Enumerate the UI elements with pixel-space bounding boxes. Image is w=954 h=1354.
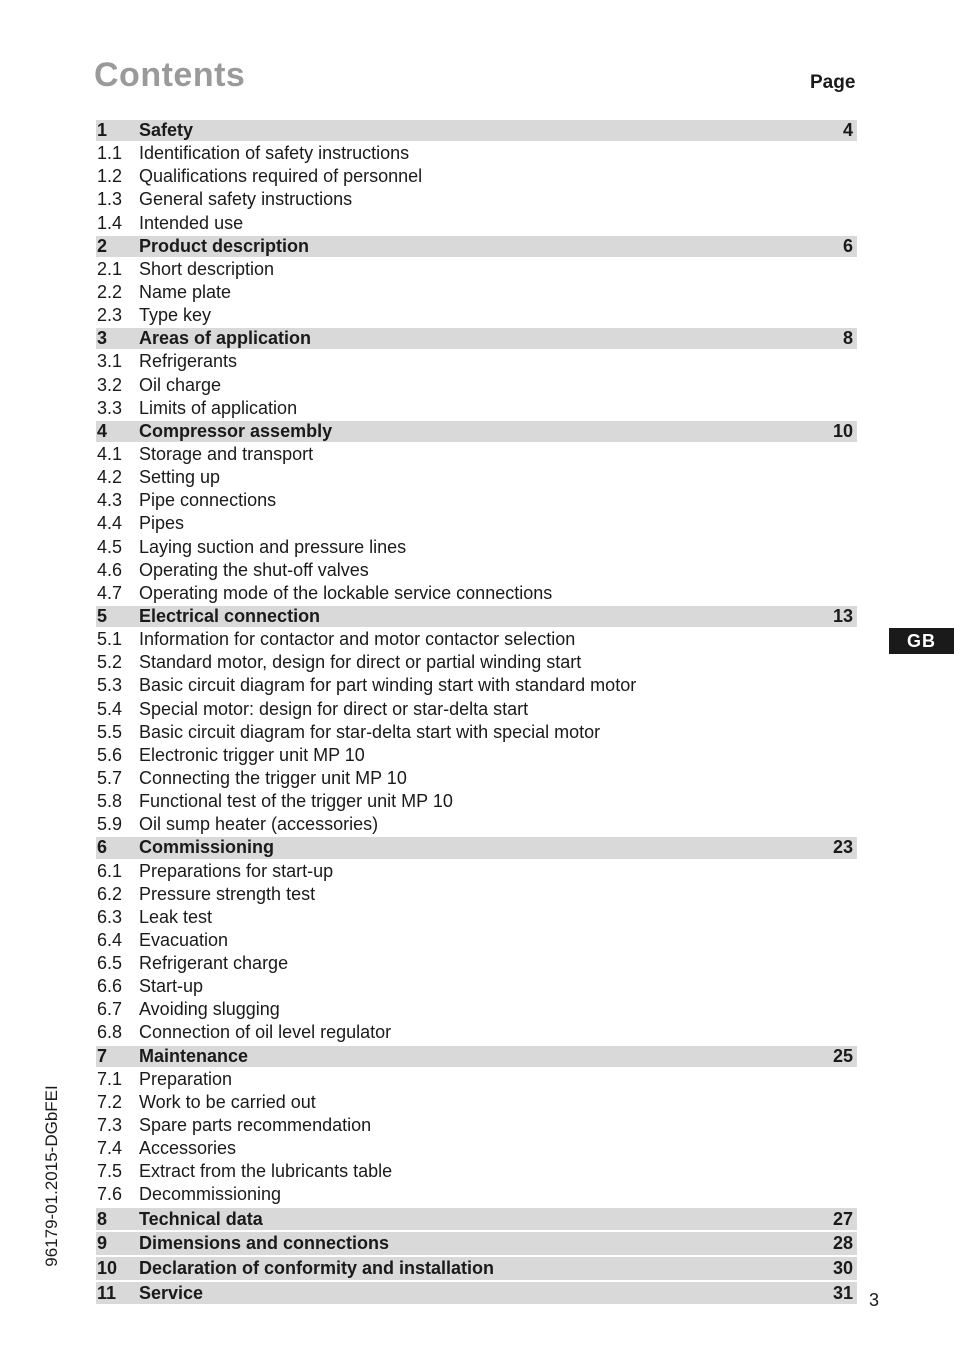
- section-number: 7: [97, 1045, 108, 1066]
- item-title: Special motor: design for direct or star-delta start: [139, 698, 529, 719]
- item-title: Oil charge: [139, 374, 222, 395]
- toc-item-2.3[interactable]: [96, 304, 857, 327]
- toc-item-6.8[interactable]: [96, 1021, 857, 1044]
- item-number: 5.5: [97, 721, 123, 742]
- toc-item-7.2[interactable]: [96, 1091, 857, 1114]
- item-title: Basic circuit diagram for star-delta start with special motor: [139, 721, 601, 742]
- toc-item-3.2[interactable]: [96, 374, 857, 397]
- item-number: 4.7: [97, 582, 123, 603]
- item-title: Functional test of the trigger unit MP 10: [139, 791, 453, 812]
- item-number: 3.3: [97, 397, 123, 418]
- item-title: Setting up: [139, 467, 221, 488]
- item-title: Limits of application: [139, 397, 298, 418]
- item-number: 1.4: [97, 212, 123, 233]
- item-number: 6.7: [97, 999, 123, 1020]
- section-page: 23: [832, 837, 853, 858]
- item-number: 4.6: [97, 559, 123, 580]
- toc-item-4.5[interactable]: [96, 536, 857, 559]
- section-number: 1: [97, 120, 108, 140]
- section-page: 6: [842, 235, 853, 256]
- item-title: Leak test: [139, 906, 213, 927]
- item-title: Operating the shut-off valves: [139, 559, 369, 580]
- section-page: 28: [832, 1233, 853, 1254]
- toc-item-1.1[interactable]: [96, 142, 857, 165]
- section-title: Compressor assembly: [139, 420, 333, 441]
- item-number: 7.3: [97, 1115, 123, 1136]
- document-code: 96179-01.2015-DGbFEI: [42, 1085, 61, 1267]
- toc-item-7.4[interactable]: [96, 1137, 857, 1160]
- item-title: Preparations for start-up: [139, 860, 334, 881]
- item-number: 3.1: [97, 351, 123, 372]
- item-number: 6.8: [97, 1022, 123, 1043]
- item-number: 1.1: [97, 143, 123, 164]
- item-title: Decommissioning: [139, 1184, 282, 1205]
- section-number: 4: [97, 420, 108, 441]
- item-title: General safety instructions: [139, 189, 353, 210]
- section-title: Electrical connection: [139, 605, 321, 626]
- toc-item-4.6[interactable]: [96, 559, 857, 582]
- page-column-heading: Page: [810, 72, 856, 93]
- item-title: Laying suction and pressure lines: [139, 536, 407, 557]
- toc-item-4.1[interactable]: [96, 443, 857, 466]
- toc-item-3.3[interactable]: [96, 397, 857, 420]
- item-title: Work to be carried out: [139, 1091, 316, 1112]
- section-page: 30: [832, 1257, 853, 1278]
- item-title: Pressure strength test: [139, 883, 316, 904]
- item-number: 7.2: [97, 1091, 123, 1112]
- item-title: Preparation: [139, 1068, 233, 1089]
- section-title: Commissioning: [139, 837, 275, 858]
- toc-item-4.4[interactable]: [96, 512, 857, 535]
- item-title: Qualifications required of personnel: [139, 166, 423, 187]
- toc-section-6[interactable]: [96, 836, 857, 859]
- section-number: 10: [97, 1257, 118, 1278]
- toc-item-3.1[interactable]: [96, 350, 857, 373]
- toc-item-2.2[interactable]: [96, 281, 857, 304]
- section-number: 6: [97, 837, 108, 858]
- item-number: 6.1: [97, 860, 123, 881]
- item-title: Type key: [139, 305, 212, 326]
- toc-section-5[interactable]: [96, 605, 857, 628]
- toc-item-6.5[interactable]: [96, 952, 857, 975]
- item-number: 2.3: [97, 305, 123, 326]
- item-number: 5.1: [97, 629, 123, 650]
- section-title: Areas of application: [139, 328, 312, 349]
- toc-item-5.3[interactable]: [96, 674, 857, 697]
- item-title: Short description: [139, 258, 275, 279]
- item-title: Connection of oil level regulator: [139, 1022, 392, 1043]
- item-number: 4.3: [97, 490, 123, 511]
- toc-item-7.3[interactable]: [96, 1114, 857, 1137]
- item-title: Spare parts recommendation: [139, 1115, 372, 1136]
- section-page: 27: [832, 1208, 853, 1229]
- item-number: 5.7: [97, 767, 123, 788]
- section-title: Maintenance: [139, 1045, 249, 1066]
- section-page: 4: [842, 120, 853, 140]
- item-title: Name plate: [139, 281, 232, 302]
- item-number: 5.2: [97, 652, 123, 673]
- page-title: Contents: [94, 56, 246, 94]
- item-title: Avoiding slugging: [139, 999, 280, 1020]
- page-number: 3: [869, 1290, 880, 1310]
- item-number: 7.1: [97, 1068, 123, 1089]
- toc-item-1.2[interactable]: [96, 165, 857, 188]
- item-title: Extract from the lubricants table: [139, 1161, 393, 1182]
- section-title: Product description: [139, 235, 310, 256]
- toc-item-5.4[interactable]: [96, 698, 857, 721]
- item-number: 6.3: [97, 906, 123, 927]
- toc-section-11[interactable]: [96, 1281, 857, 1306]
- item-title: Pipes: [139, 513, 185, 534]
- item-title: Basic circuit diagram for part winding start with standard motor: [139, 675, 637, 696]
- item-number: 1.2: [97, 166, 123, 187]
- section-title: Safety: [139, 120, 194, 140]
- item-title: Accessories: [139, 1138, 237, 1159]
- item-title: Connecting the trigger unit MP 10: [139, 767, 407, 788]
- item-title: Oil sump heater (accessories): [139, 814, 379, 835]
- section-number: 11: [97, 1282, 117, 1303]
- section-number: 3: [97, 328, 108, 349]
- item-number: 5.6: [97, 744, 123, 765]
- toc-section-3[interactable]: [96, 327, 857, 350]
- item-title: Operating mode of the lockable service connections: [139, 582, 553, 603]
- section-title: Technical data: [139, 1208, 263, 1229]
- toc-section-8[interactable]: [96, 1207, 857, 1232]
- item-number: 5.3: [97, 675, 123, 696]
- toc-section-2[interactable]: [96, 235, 857, 258]
- item-number: 6.2: [97, 883, 123, 904]
- item-title: Start-up: [139, 976, 204, 997]
- toc-item-7.6[interactable]: [96, 1183, 857, 1206]
- toc-item-4.3[interactable]: [96, 489, 857, 512]
- toc-section-4[interactable]: [96, 420, 857, 443]
- item-number: 5.9: [97, 814, 123, 835]
- toc-item-7.1[interactable]: [96, 1068, 857, 1091]
- item-title: Electronic trigger unit MP 10: [139, 744, 365, 765]
- item-title: Identification of safety instructions: [139, 143, 410, 164]
- item-title: Evacuation: [139, 929, 229, 950]
- toc-item-6.3[interactable]: [96, 906, 857, 929]
- toc-section-7[interactable]: [96, 1045, 857, 1068]
- toc-item-6.4[interactable]: [96, 929, 857, 952]
- item-number: 5.4: [97, 698, 123, 719]
- toc-item-5.8[interactable]: [96, 790, 857, 813]
- item-number: 1.3: [97, 189, 123, 210]
- section-number: 9: [97, 1233, 108, 1254]
- toc-item-5.6[interactable]: [96, 744, 857, 767]
- item-number: 4.1: [97, 443, 123, 464]
- item-number: 7.4: [97, 1138, 123, 1159]
- toc-item-4.2[interactable]: [96, 466, 857, 489]
- section-title: Service: [139, 1282, 204, 1303]
- toc-section-1[interactable]: [96, 119, 857, 142]
- item-title: Information for contactor and motor contactor selection: [139, 629, 576, 650]
- section-number: 8: [97, 1208, 108, 1229]
- toc-section-9[interactable]: [96, 1231, 857, 1256]
- section-title: Dimensions and connections: [139, 1233, 390, 1254]
- section-number: 2: [97, 235, 108, 256]
- toc-item-6.6[interactable]: [96, 975, 857, 998]
- section-page: 10: [832, 420, 853, 441]
- item-number: 2.2: [97, 281, 123, 302]
- toc-item-6.7[interactable]: [96, 998, 857, 1021]
- toc-item-5.9[interactable]: [96, 813, 857, 836]
- toc-item-4.7[interactable]: [96, 582, 857, 605]
- item-title: Intended use: [139, 212, 244, 233]
- section-page: 13: [832, 605, 853, 626]
- toc-item-5.5[interactable]: [96, 721, 857, 744]
- item-number: 4.4: [97, 513, 123, 534]
- toc-item-5.2[interactable]: [96, 651, 857, 674]
- toc-item-5.7[interactable]: [96, 767, 857, 790]
- item-number: 7.5: [97, 1161, 123, 1182]
- item-number: 2.1: [97, 258, 123, 279]
- item-number: 6.6: [97, 976, 123, 997]
- item-number: 5.8: [97, 791, 123, 812]
- section-page: 31: [832, 1282, 853, 1303]
- language-tab: GB: [889, 628, 954, 654]
- section-number: 5: [97, 605, 108, 626]
- item-number: 7.6: [97, 1184, 123, 1205]
- item-number: 3.2: [97, 374, 123, 395]
- toc-item-1.3[interactable]: [96, 188, 857, 211]
- item-title: Refrigerants: [139, 351, 238, 372]
- item-number: 4.5: [97, 536, 123, 557]
- toc-item-6.1[interactable]: [96, 860, 857, 883]
- toc-item-7.5[interactable]: [96, 1160, 857, 1183]
- item-number: 4.2: [97, 467, 123, 488]
- table-of-contents: [96, 119, 857, 1305]
- item-title: Pipe connections: [139, 490, 277, 511]
- item-number: 6.4: [97, 929, 123, 950]
- toc-item-5.1[interactable]: [96, 628, 857, 651]
- toc-section-10[interactable]: [96, 1256, 857, 1281]
- item-title: Standard motor, design for direct or partial winding start: [139, 652, 582, 673]
- item-title: Storage and transport: [139, 443, 314, 464]
- item-title: Refrigerant charge: [139, 953, 289, 974]
- section-page: 8: [842, 328, 853, 349]
- toc-item-2.1[interactable]: [96, 258, 857, 281]
- toc-item-6.2[interactable]: [96, 883, 857, 906]
- section-page: 25: [832, 1045, 853, 1066]
- section-title: Declaration of conformity and installation: [139, 1257, 495, 1278]
- toc-item-1.4[interactable]: [96, 212, 857, 235]
- item-number: 6.5: [97, 953, 123, 974]
